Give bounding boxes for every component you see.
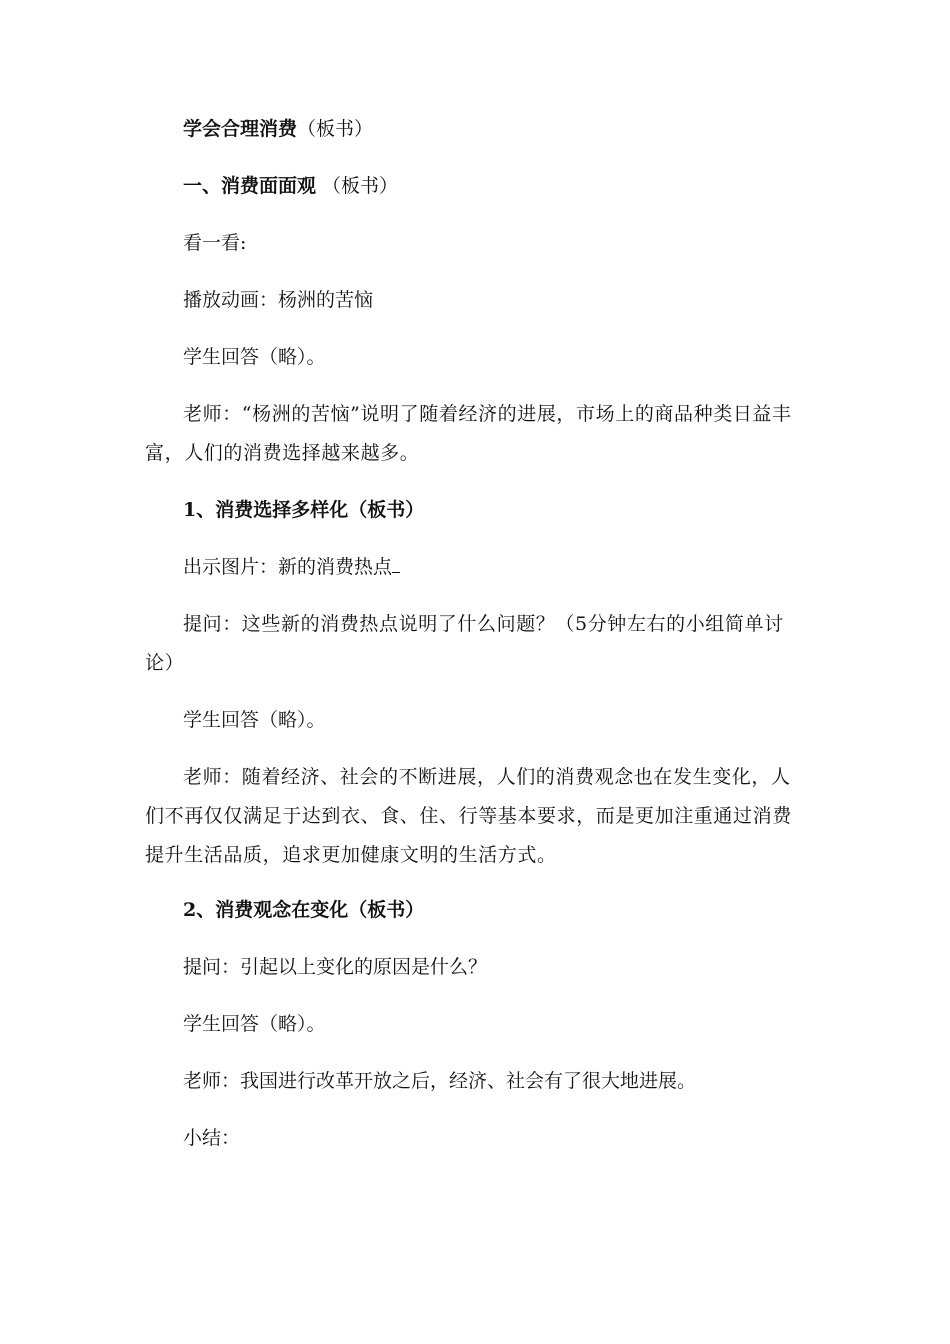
teacher-paragraph-2: 老师：随着经济、社会的不断进展，人们的消费观念也在发生变化，人们不再仅仅满足于达到衣、食、住、行等基本要求，而是更加注重通过消费提升生活品质，追求更加健康文明的生活方式。 [145,766,792,866]
student-answer-2: 学生回答（略）。 [183,709,326,731]
show-pictures-text: 出示图片：新的消费热点 [183,556,393,578]
title-main: 学会合理消费 [183,118,298,140]
question-paragraph-1: 提问：这些新的消费热点说明了什么问题？（5分钟左右的小组简单讨论） [145,613,784,674]
teacher-paragraph-1: 老师：“杨洲的苦恼”说明了随着经济的进展，市场上的商品种类日益丰富，人们的消费选择越来越多。 [145,403,792,464]
play-animation-line: 播放动画：杨洲的苦恼 [183,289,374,311]
section-heading-1 [145,167,805,206]
student-answer-1: 学生回答（略）。 [183,346,326,368]
subheading-2: 2、消费观念在变化（板书） [183,899,425,921]
document-title [145,110,805,149]
show-pictures-line [145,548,805,587]
underline-mark [392,558,400,573]
section-1-note: （板书） [316,175,399,197]
section-1-title: 一、消费面面观 [183,175,317,197]
subheading-1: 1、消费选择多样化（板书） [183,499,425,521]
student-answer-3: 学生回答（略）。 [183,1013,326,1035]
question-2: 提问：引起以上变化的原因是什么？ [183,956,488,978]
title-note: （板书） [297,118,374,140]
summary-label: 小结： [183,1127,241,1149]
teacher-paragraph-3: 老师：我国进行改革开放之后，经济、社会有了很大地进展。 [183,1070,697,1092]
look-label: 看一看: [183,232,247,254]
